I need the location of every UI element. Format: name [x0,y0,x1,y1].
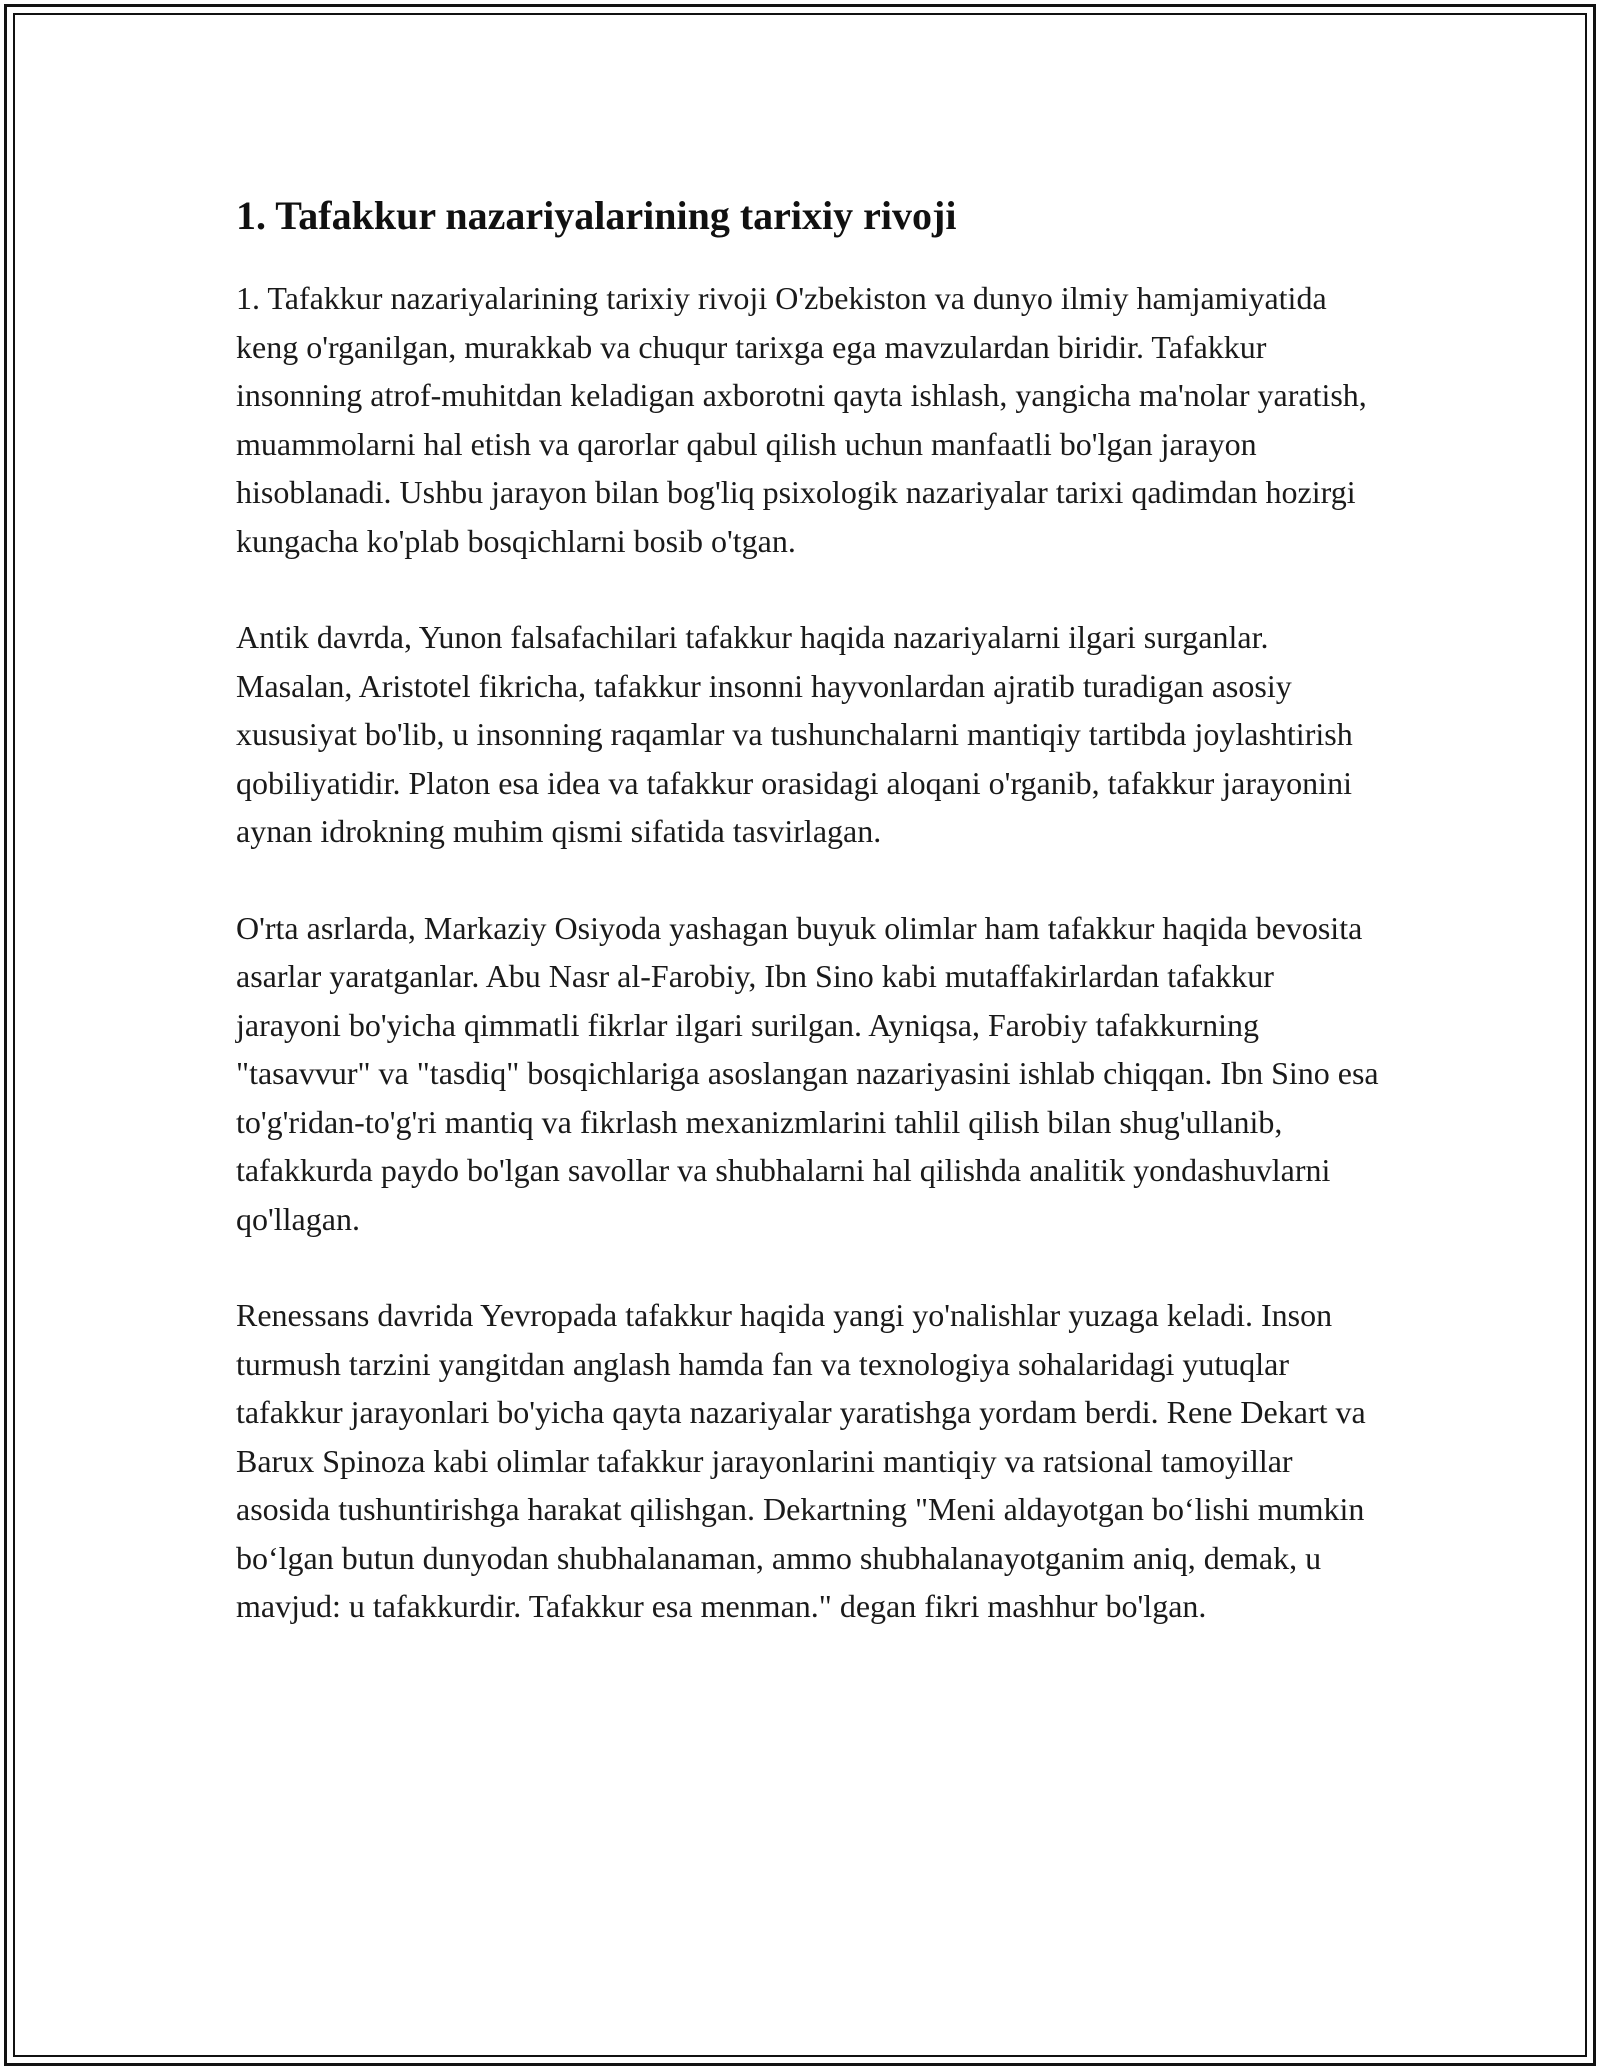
paragraph-renaissance: Renessans davrida Yevropada tafakkur haqida yangi yo'nalishlar yuzaga keladi. Inson turmush tarzini yangitdan anglash hamda fan va texnologiya sohalaridagi yutuqlar tafakkur jarayonlari bo'yicha qayta nazariyalar yaratishga yordam berdi. Rene Dekart va Barux Spinoza kabi olimlar tafakkur jarayonlarini mantiqiy va ratsional tamoyillar asosida tushuntirishga harakat qilishgan. Dekartning "Meni aldayotgan bo‘lishi mumkin bo‘lgan butun dunyodan shubhalanaman, ammo shubhalanayotganim aniq, demak, u mavjud: u tafakkurdir. Tafakkur esa menman." degan fikri mashhur bo'lgan. [236,1297,1366,1624]
paragraph-intro: 1. Tafakkur nazariyalarining tarixiy rivoji O'zbekiston va dunyo ilmiy hamjamiyatida keng o'rganilgan, murakkab va chuqur tarixga ega mavzulardan biridir. Tafakkur insonning atrof-muhitdan keladigan axborotni qayta ishlash, yangicha ma'nolar yaratish, muammolarni hal etish va qarorlar qabul qilish uchun manfaatli bo'lgan jarayon hisoblanadi. Ushbu jarayon bilan bog'liq psixologik nazariyalar tarixi qadimdan hozirgi kungacha ko'plab bosqichlarni bosib o'tgan. [236,280,1367,559]
paragraph-middle-ages: O'rta asrlarda, Markaziy Osiyoda yashagan buyuk olimlar ham tafakkur haqida bevosita asarlar yaratganlar. Abu Nasr al-Farobiy, Ibn Sino kabi mutaffakirlardan tafakkur jarayoni bo'yicha qimmatli fikrlar ilgari surilgan. Ayniqsa, Farobiy tafakkurning "tasavvur" va "tasdiq" bosqichlariga asoslangan nazariyasini ishlab chiqqan. Ibn Sino esa to'g'ridan-to'g'ri mantiq va fikrlash mexanizmlarini tahlil qilish bilan shug'ullanib, tafakkurda paydo bo'lgan savollar va shubhalarni hal qilishda analitik yondashuvlarni qo'llagan. [236,909,1379,1237]
paragraph-antiquity: Antik davrda, Yunon falsafachilari tafakkur haqida nazariyalarni ilgari surganlar. Masalan, Aristotel fikricha, tafakkur insonni hayvonlardan ajratib turadigan asosiy xususiyat bo'lib, u insonning raqamlar va tushunchalarni mantiqiy tartibda joylashtirish qobiliyatidir. Platon esa idea va tafakkur orasidagi aloqani o'rganib, tafakkur jarayonini aynan idrokning muhim qismi sifatida tasvirlagan. [236,619,1353,849]
document-body [236,188,1386,1679]
section-heading: 1. Tafakkur nazariyalarining tarixiy rivoji [236,193,957,238]
